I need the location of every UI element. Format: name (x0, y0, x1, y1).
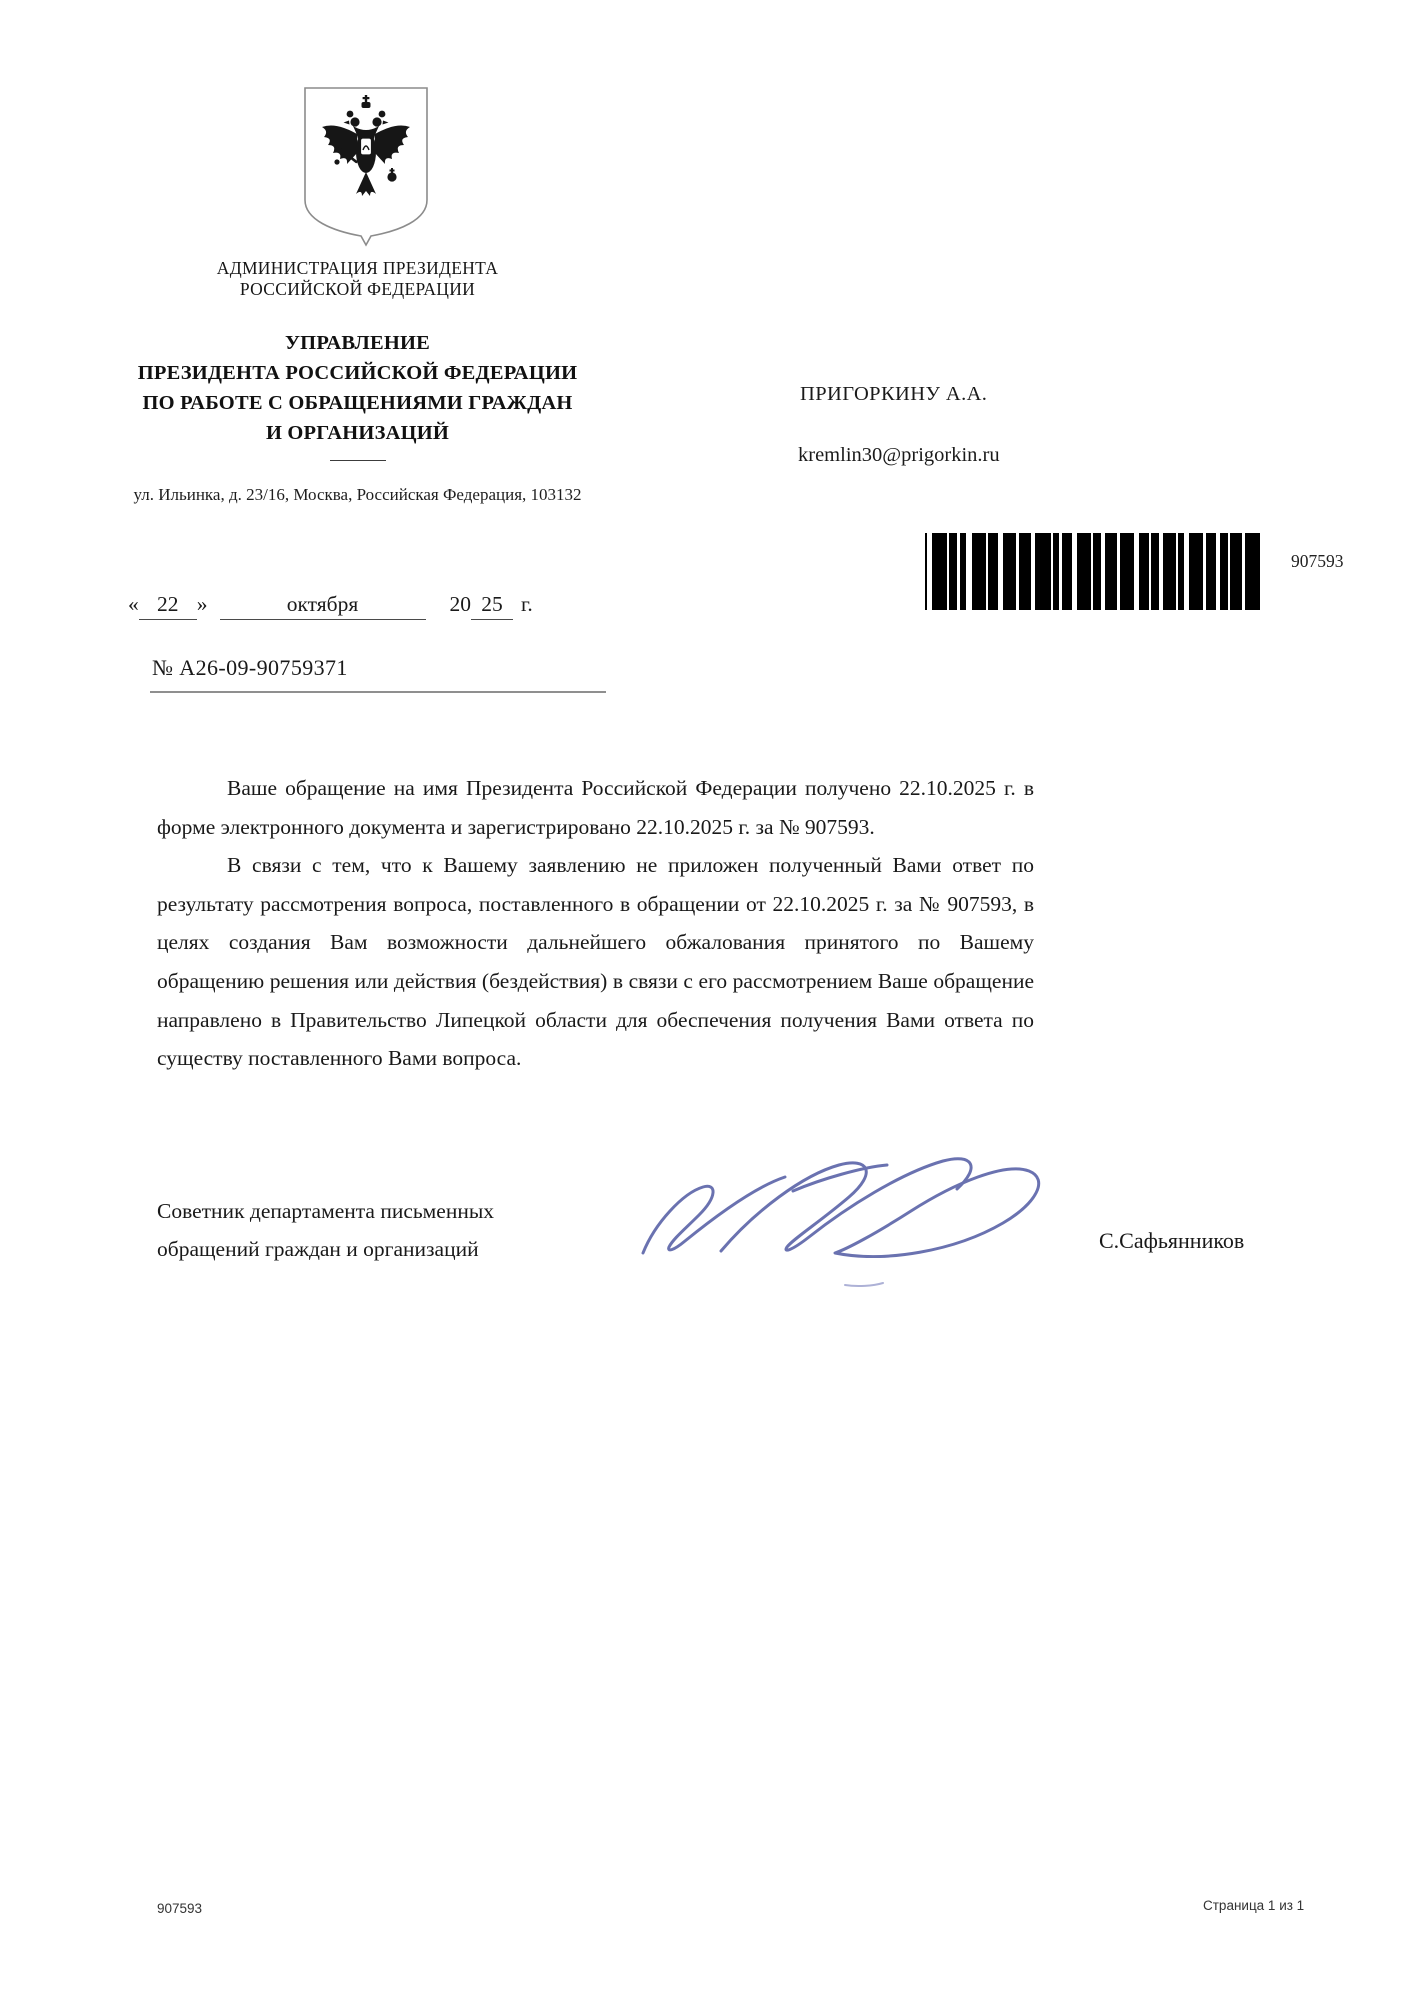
reference-number: № А26-09-90759371 (152, 655, 348, 680)
footer-document-number: 907593 (157, 1901, 203, 1916)
date-year-suffix: г. (521, 592, 533, 616)
letterhead-address: ул. Ильинка, д. 23/16, Москва, Российская Федерация, 103132 (133, 485, 582, 504)
department-title-line4: И ОРГАНИЗАЦИЙ (265, 422, 450, 444)
recipient-name: ПРИГОРКИНУ А.А. (800, 383, 988, 405)
signer-position-line2: обращений граждан и организаций (157, 1237, 479, 1261)
letterhead-org-column (75, 258, 640, 505)
barcode-bar (1206, 533, 1216, 610)
barcode-bar (949, 533, 957, 610)
department-title-line1: УПРАВЛЕНИЕ (284, 332, 431, 354)
body-paragraph-2: В связи с тем, что к Вашему заявлению не приложен полученный Вами ответ по результату рассмотрения вопроса, поставленного в обращении от 22.10.2025 г. за № 907593, в целях создания Вам возможности дальнейшего обжалования принятого по Вашему обращению решения или действия (бездействия) в связи с его рассмотрением Ваше обращение направлено в Правительство Липецкой области для обеспечения получения Вами ответа по существу поставленного Вами вопроса. (157, 853, 1034, 1071)
barcode-bar (1035, 533, 1051, 610)
footer-page-info: Страница 1 из 1 (1203, 1898, 1305, 1913)
barcode-bar (988, 533, 998, 610)
department-title (75, 328, 640, 448)
barcode-bar (1245, 533, 1260, 610)
barcode-bar (1003, 533, 1016, 610)
russian-coat-of-arms-icon (300, 84, 432, 250)
barcode-bar (1189, 533, 1203, 610)
barcode-bar (1105, 533, 1117, 610)
handwritten-signature (625, 1135, 1065, 1300)
barcode-bar (1230, 533, 1242, 610)
barcode-bar (1093, 533, 1101, 610)
signer-position (157, 1192, 577, 1268)
barcode-bar (1139, 533, 1149, 610)
date-close-quote: » (196, 592, 208, 616)
coat-of-arms-emblem (300, 84, 432, 250)
administration-title-line1: АДМИНИСТРАЦИЯ ПРЕЗИДЕНТА (216, 258, 499, 278)
date-day: 22 (139, 592, 197, 620)
barcode-bar (1163, 533, 1176, 610)
letter-body (157, 769, 1034, 1078)
department-title-line2: ПРЕЗИДЕНТА РОССИЙСКОЙ ФЕДЕРАЦИИ (137, 362, 578, 384)
barcode-bar (1062, 533, 1072, 610)
body-paragraph-1: Ваше обращение на имя Президента Российской Федерации получено 22.10.2025 г. в форме электронного документа и зарегистрировано 22.10.2025 г. за № 907593. (157, 776, 1034, 839)
date-century: 20 (449, 592, 471, 616)
barcode-bar (1220, 533, 1228, 610)
barcode-bar (1120, 533, 1134, 610)
administration-title-line2: РОССИЙСКОЙ ФЕДЕРАЦИИ (239, 279, 476, 299)
barcode-bar (1077, 533, 1091, 610)
barcode-bar (1019, 533, 1031, 610)
reference-underline (150, 691, 606, 693)
signer-name: С.Сафьянников (1099, 1228, 1245, 1253)
department-title-line3: ПО РАБОТЕ С ОБРАЩЕНИЯМИ ГРАЖДАН (142, 392, 573, 414)
letterhead-divider (330, 460, 386, 461)
barcode-number: 907593 (1291, 551, 1344, 571)
barcode-bar (972, 533, 986, 610)
barcode-bar (1151, 533, 1159, 610)
barcode-bar (932, 533, 947, 610)
registration-barcode (925, 533, 1270, 610)
recipient-email: kremlin30@prigorkin.ru (798, 444, 1000, 466)
date-open-quote: « (128, 592, 139, 616)
signer-position-line1: Советник департамента письменных (157, 1199, 495, 1223)
date-year: 25 (471, 592, 513, 620)
date-line (128, 592, 533, 620)
date-month: октября (220, 592, 426, 620)
